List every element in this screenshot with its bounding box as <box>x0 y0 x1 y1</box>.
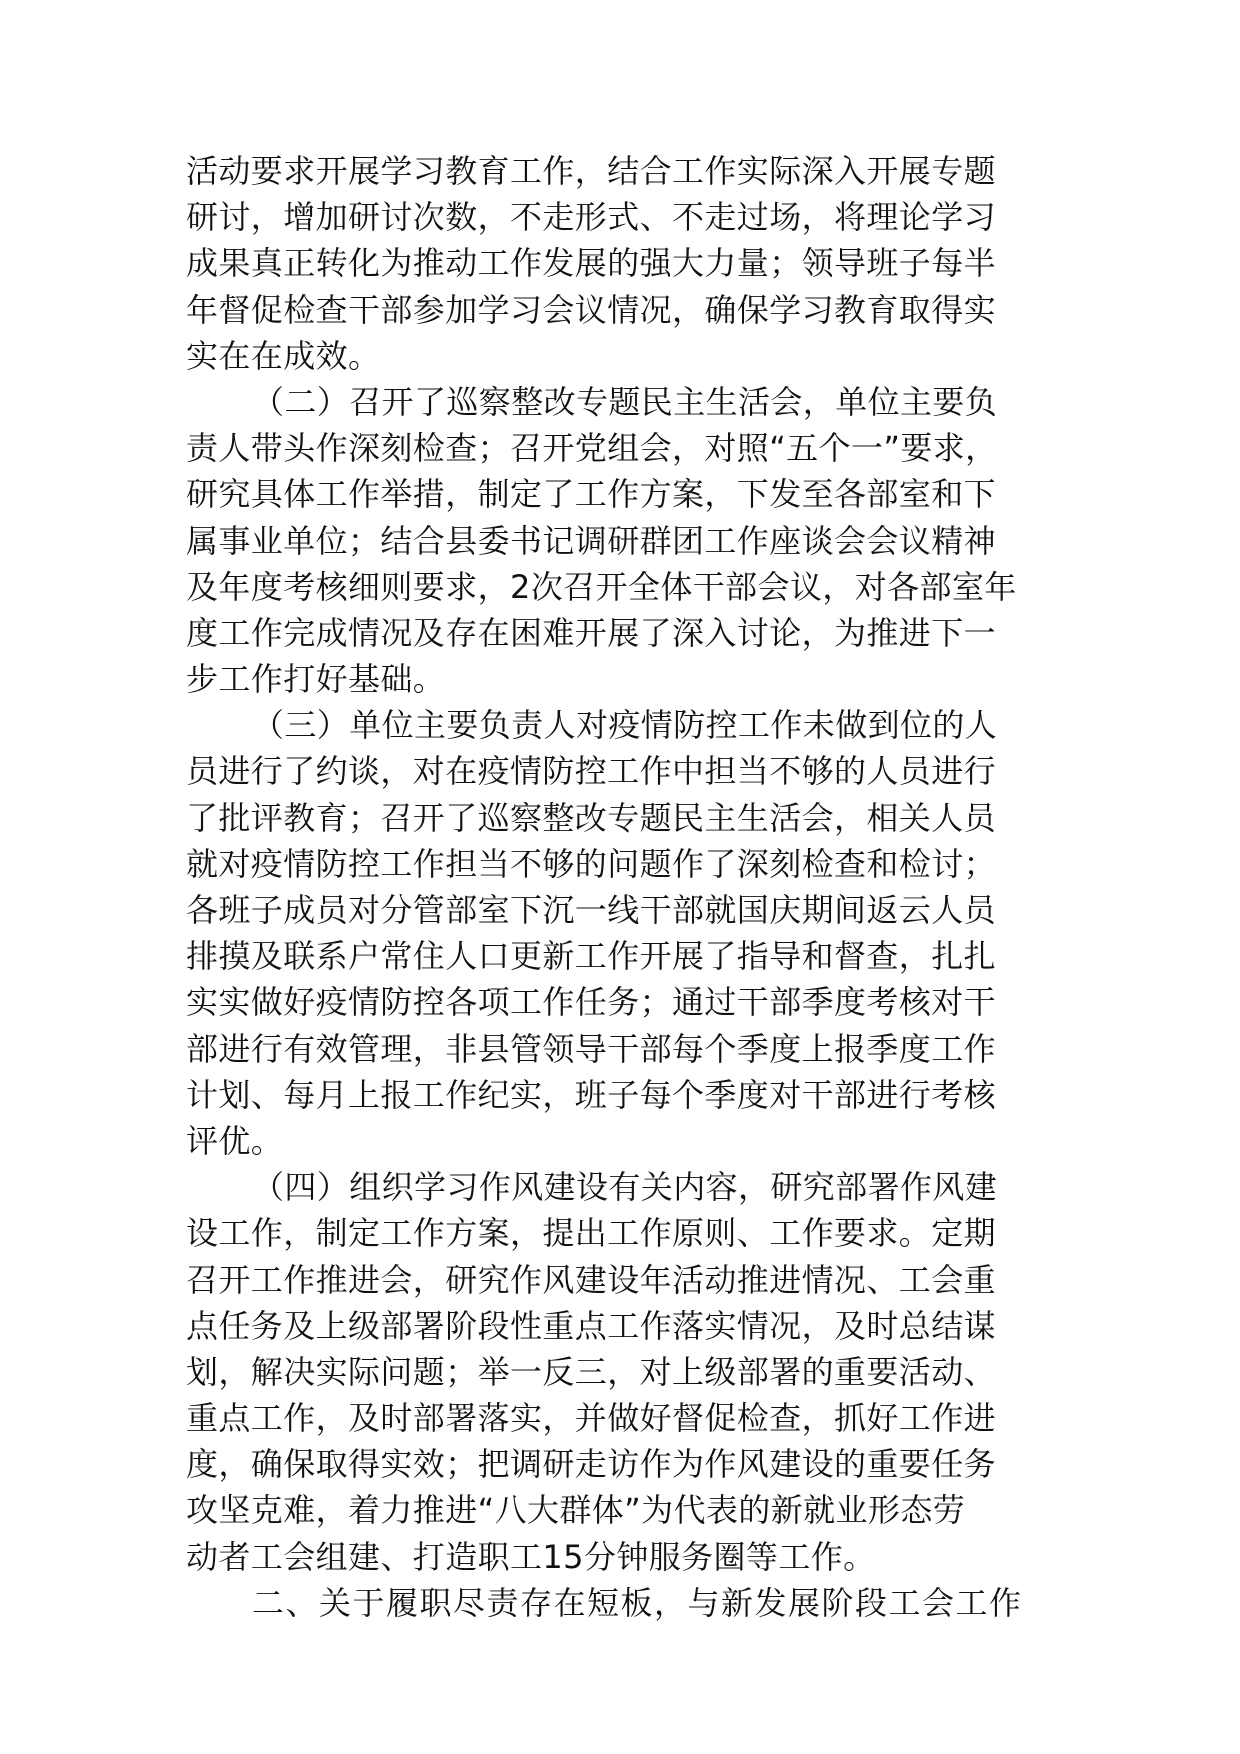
text-line: 各班子成员对分管部室下沉一线干部就国庆期间返云人员 <box>186 891 997 929</box>
text-line: 步工作打好基础。 <box>186 660 446 699</box>
text-line: 及年度考核细则要求，2次召开全体干部会议，对各部室年 <box>186 567 1017 606</box>
text-line: 了批评教育；召开了巡察整改专题民主生活会，相关人员 <box>186 798 997 837</box>
text-line: 点任务及上级部署阶段性重点工作落实情况，及时总结谋 <box>186 1306 997 1345</box>
text-line: 度，确保取得实效；把调研走访作为作风建设的重要任务 <box>186 1445 997 1484</box>
document-body <box>186 148 1086 1626</box>
text-line: （四）组织学习作风建设有关内容，研究部署作风建 <box>252 1168 998 1207</box>
text-line: 度工作完成情况及存在困难开展了深入讨论，为推进下一 <box>186 613 997 652</box>
text-line: 部进行有效管理，非县管领导干部每个季度上报季度工作 <box>186 1029 997 1068</box>
paragraph-continued <box>186 148 1086 379</box>
text-line: 属事业单位；结合县委书记调研群团工作座谈会会议精神 <box>186 521 997 560</box>
text-line: （二）召开了巡察整改专题民主生活会，单位主要负 <box>252 382 998 421</box>
text-line: 实在在成效。 <box>186 336 381 375</box>
text-line: 动者工会组建、打造职工15分钟服务圈等工作。 <box>186 1537 876 1576</box>
text-line: 研讨，增加研讨次数，不走形式、不走过场，将理论学习 <box>186 198 997 237</box>
paragraph-section-4 <box>186 1164 1086 1580</box>
paragraph-section-3 <box>186 702 1086 1164</box>
paragraph-section-2 <box>186 379 1086 702</box>
text-line: 召开工作推进会，研究作风建设年活动推进情况、工会重 <box>186 1260 997 1299</box>
text-line: 实实做好疫情防控各项工作任务；通过干部季度考核对干 <box>186 983 997 1022</box>
text-line: 责人带头作深刻检查；召开党组会，对照“五个一”要求， <box>186 429 998 468</box>
text-line: 就对疫情防控工作担当不够的问题作了深刻检查和检讨； <box>186 844 997 883</box>
text-line: 评优。 <box>186 1121 284 1160</box>
text-line: 攻坚克难，着力推进“八大群体”为代表的新就业形态劳 <box>186 1491 966 1530</box>
text-line: （三）单位主要负责人对疫情防控工作未做到位的人 <box>252 706 998 745</box>
text-line: 成果真正转化为推动工作发展的强大力量；领导班子每半 <box>186 244 997 283</box>
text-line: 划，解决实际问题；举一反三，对上级部署的重要活动、 <box>186 1352 997 1391</box>
text-line: 重点工作，及时部署落实，并做好督促检查，抓好工作进 <box>186 1399 997 1438</box>
text-line: 研究具体工作举措，制定了工作方案，下发至各部室和下 <box>186 475 997 514</box>
heading-line: 二、关于履职尽责存在短板，与新发展阶段工会工作 <box>252 1583 1023 1622</box>
text-line: 设工作，制定工作方案，提出工作原则、工作要求。定期 <box>186 1214 997 1253</box>
text-line: 年督促检查干部参加学习会议情况，确保学习教育取得实 <box>186 290 997 329</box>
text-line: 计划、每月上报工作纪实，班子每个季度对干部进行考核 <box>186 1075 997 1114</box>
text-line: 活动要求开展学习教育工作，结合工作实际深入开展专题 <box>186 152 997 190</box>
text-line: 排摸及联系户常住人口更新工作开展了指导和督查，扎扎 <box>186 937 997 976</box>
section-heading-2 <box>186 1580 1086 1626</box>
text-line: 员进行了约谈，对在疫情防控工作中担当不够的人员进行 <box>186 752 997 791</box>
